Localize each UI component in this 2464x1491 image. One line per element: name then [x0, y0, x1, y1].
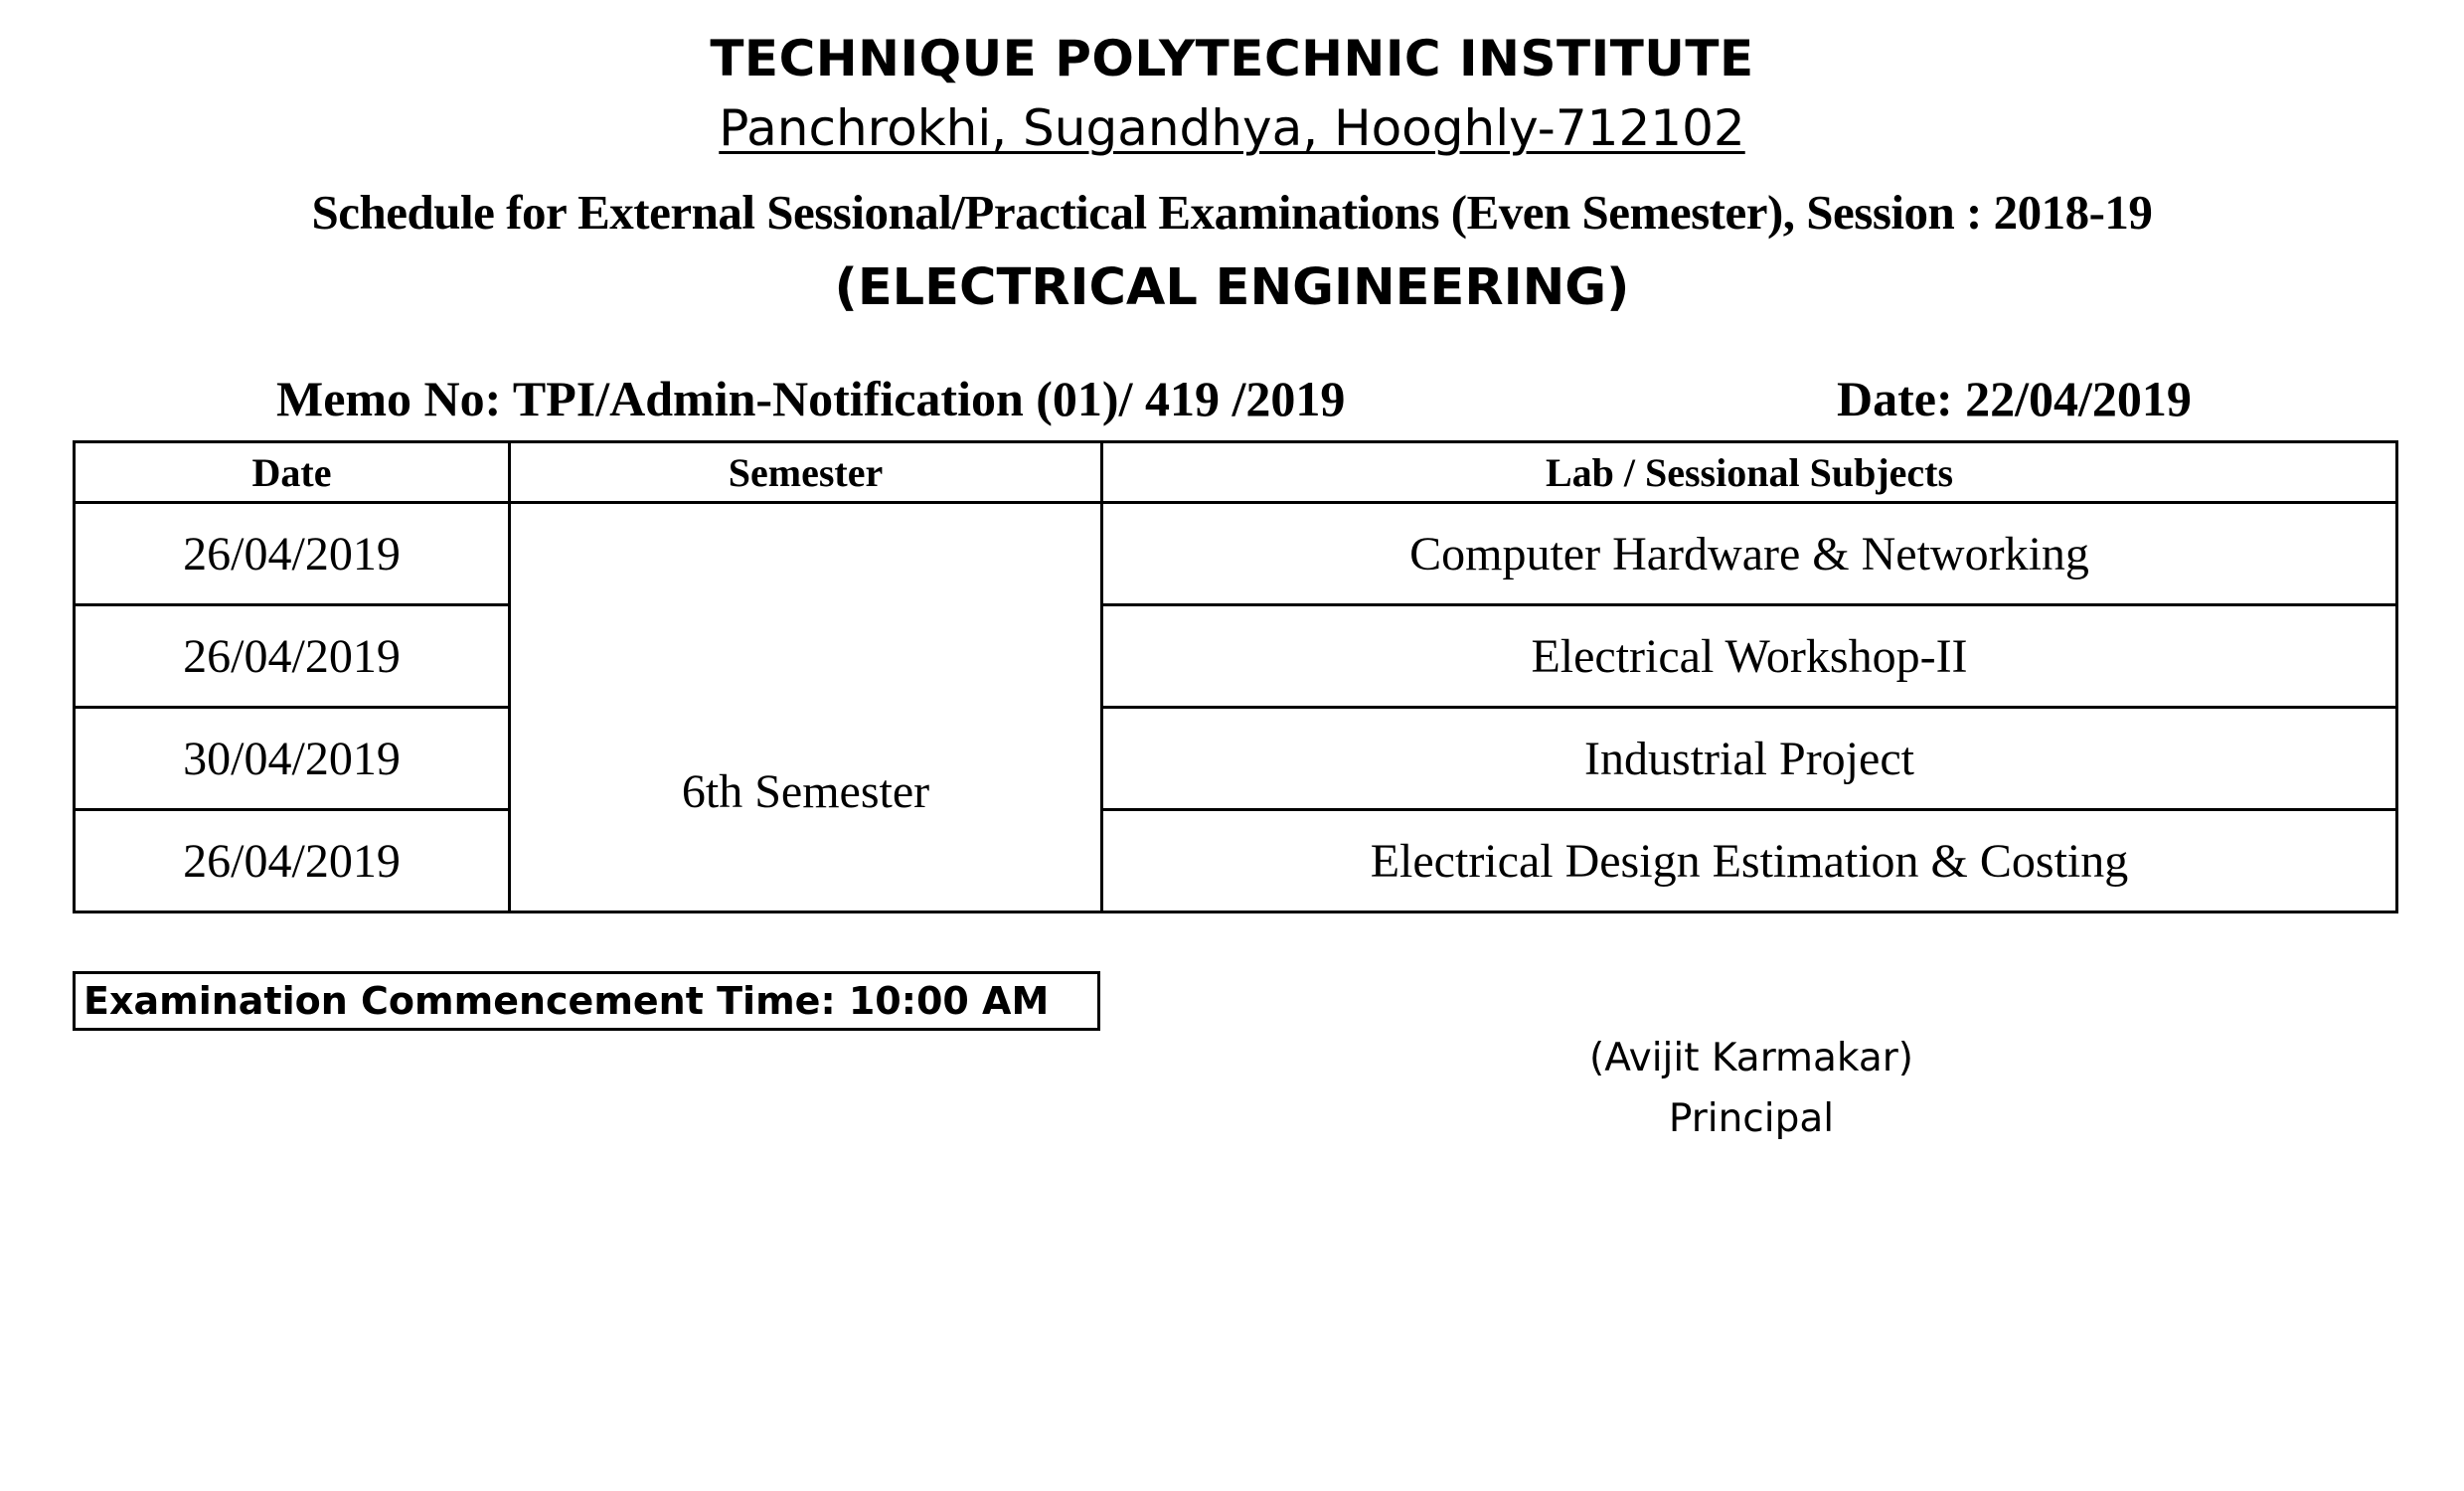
table-row — [75, 503, 2397, 605]
exam-date-cell: 26/04/2019 — [75, 503, 510, 605]
exam-date-cell: 30/04/2019 — [75, 708, 510, 810]
department-title: (ELECTRICAL ENGINEERING) — [834, 258, 1630, 317]
memo-number: Memo No: TPI/Admin-Notification (01)/ 419 /2019 — [276, 371, 1346, 426]
column-header-semester: Semester — [510, 442, 1102, 503]
column-header-date: Date — [75, 442, 510, 503]
signatory-title: Principal — [1668, 1096, 1835, 1141]
subject-cell: Electrical Design Estimation & Costing — [1102, 810, 2397, 912]
column-header-subjects: Lab / Sessional Subjects — [1102, 442, 2397, 503]
table-row — [75, 708, 2397, 810]
semester-cell: 6th Semester — [510, 503, 1102, 912]
exam-date-cell: 26/04/2019 — [75, 605, 510, 708]
table-row — [75, 810, 2397, 912]
table-row — [75, 605, 2397, 708]
signatory-name: (Avijit Karmakar) — [1589, 1036, 1913, 1080]
institute-name: TECHNIQUE POLYTECHNIC INSTITUTE — [710, 30, 1754, 87]
table-header-row — [75, 442, 2397, 503]
institute-address: Panchrokhi, Sugandhya, Hooghly-712102 — [719, 99, 1745, 157]
subject-cell: Electrical Workshop-II — [1102, 605, 2397, 708]
institute-address-line — [0, 99, 2464, 157]
exam-date-cell: 26/04/2019 — [75, 810, 510, 912]
exam-schedule-table — [73, 440, 2398, 913]
schedule-title: Schedule for External Sessional/Practical Examinations (Even Semester), Session : 2018-19 — [311, 185, 2153, 240]
subject-cell: Computer Hardware & Networking — [1102, 503, 2397, 605]
exam-commencement-time: Examination Commencement Time: 10:00 AM — [73, 971, 1100, 1031]
memo-date: Date: 22/04/2019 — [1837, 371, 2192, 426]
subject-cell: Industrial Project — [1102, 708, 2397, 810]
